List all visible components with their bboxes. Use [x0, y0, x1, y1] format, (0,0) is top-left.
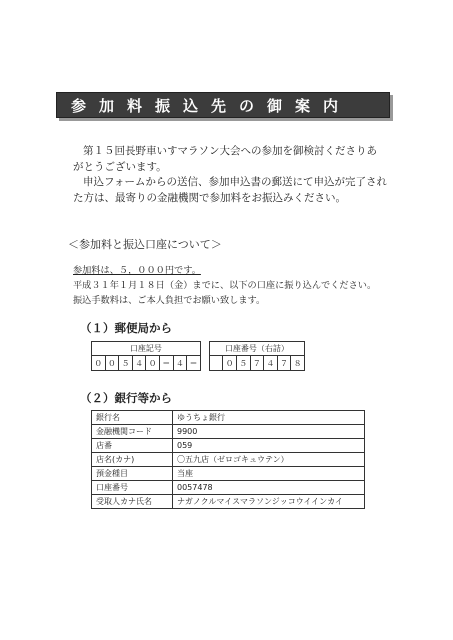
account-number-digit: ７: [277, 356, 291, 371]
account-symbol-label: 口座記号: [92, 342, 201, 356]
table-row: [92, 495, 365, 509]
bank-field-value: 0057478: [173, 481, 365, 495]
account-symbol-digit: ＝: [187, 356, 201, 371]
bank-field-value: ゆうちょ銀行: [173, 411, 365, 425]
bank-field-value: ナガノクルマイスマラソンジッコウイインカイ: [173, 495, 365, 509]
account-symbol-digit: ０: [92, 356, 106, 371]
account-number-digit: [209, 356, 223, 371]
bank-field-value: 059: [173, 439, 365, 453]
transfer-fee-note: 振込手数料は、ご本人負担でお願い致します。: [73, 295, 266, 306]
table-row: [92, 453, 365, 467]
account-symbol-digit: ０: [105, 356, 119, 371]
postal-account-table: [91, 341, 305, 371]
account-symbol-digit: ０: [146, 356, 160, 371]
fee-section-heading: ＜参加料と振込口座について＞: [68, 238, 222, 251]
account-number-digit: ５: [236, 356, 250, 371]
account-number-digit: ４: [264, 356, 278, 371]
page-title: 参加料振込先の御案内: [71, 96, 352, 115]
bank-heading: （２）銀行等から: [80, 391, 172, 405]
page-title-banner: [56, 92, 390, 118]
fee-amount: 参加料は、５，０００円です。: [73, 265, 201, 276]
bank-field-label: 銀行名: [92, 411, 173, 425]
table-row: [92, 439, 365, 453]
bank-account-table: [91, 410, 365, 509]
fee-details: [73, 263, 403, 308]
account-number-digit: ０: [223, 356, 237, 371]
table-row: [92, 481, 365, 495]
bank-field-label: 口座番号: [92, 481, 173, 495]
bank-field-label: 店名(カナ): [92, 453, 173, 467]
intro-line: がとうございます。: [73, 160, 167, 173]
table-row: [92, 467, 365, 481]
account-number-digit: ８: [291, 356, 305, 371]
account-symbol-digit: ４: [132, 356, 146, 371]
bank-field-label: 受取人カナ氏名: [92, 495, 173, 509]
bank-field-label: 預金種目: [92, 467, 173, 481]
intro-paragraph: [73, 144, 403, 206]
postal-heading: （１）郵便局から: [80, 321, 172, 335]
account-number-digit: ７: [250, 356, 264, 371]
account-symbol-digit: ４: [173, 356, 187, 371]
intro-line: 申込フォームからの送信、参加申込書の郵送にて申込が完了され: [83, 176, 387, 188]
intro-line: た方は、最寄りの金融機関で参加料をお振込みください。: [73, 191, 346, 204]
table-row: [92, 411, 365, 425]
intro-line: 第１５回長野車いすマラソン大会への参加を御検討くださりあ: [83, 145, 377, 157]
bank-field-value: 9900: [173, 425, 365, 439]
table-row: [92, 425, 365, 439]
bank-field-label: 金融機関コード: [92, 425, 173, 439]
bank-field-value: 〇五九店（ゼロゴキュウテン）: [173, 453, 365, 467]
account-symbol-digit: ＝: [159, 356, 173, 371]
bank-field-value: 当座: [173, 467, 365, 481]
account-number-label: 口座番号（右詰）: [209, 342, 304, 356]
payment-deadline: 平成３１年１月１８日（金）までに、以下の口座に振り込んでください。: [73, 280, 377, 291]
account-symbol-digit: ５: [119, 356, 133, 371]
bank-field-label: 店番: [92, 439, 173, 453]
